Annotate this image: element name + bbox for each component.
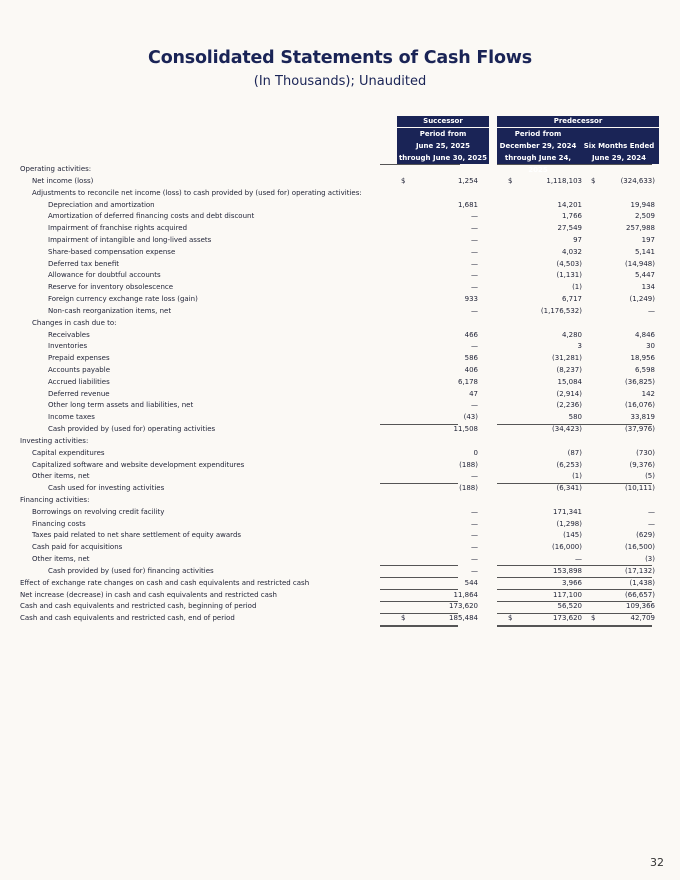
row-value: — <box>471 306 478 315</box>
row-value: (2,236) <box>556 401 582 410</box>
table-row <box>20 235 660 247</box>
row-value: 0 <box>473 448 478 457</box>
row-value: 33,819 <box>630 413 655 422</box>
table-row <box>20 400 660 412</box>
table-row <box>20 566 660 578</box>
header-successor: Successor <box>397 116 489 127</box>
table-row <box>20 578 660 590</box>
row-value: 56,520 <box>557 602 582 611</box>
row-label: Allowance for doubtful accounts <box>48 271 161 280</box>
row-value: (629) <box>636 531 655 540</box>
row-value: 153,898 <box>553 566 582 575</box>
row-value: 406 <box>464 365 478 374</box>
row-label: Non-cash reorganization items, net <box>48 306 172 315</box>
table-row <box>20 495 660 507</box>
row-label: Capital expenditures <box>32 448 105 457</box>
total-rule <box>570 625 652 627</box>
header-col2-line: through June 24, 2025 <box>504 154 572 174</box>
row-value: — <box>648 507 655 516</box>
row-value: 466 <box>464 330 478 339</box>
row-value: (16,076) <box>625 401 655 410</box>
row-value: 4,032 <box>561 247 582 256</box>
row-value: (1,298) <box>556 519 582 528</box>
currency-symbol: $ <box>591 176 596 185</box>
currency-symbol: $ <box>401 176 406 185</box>
table-row <box>20 519 660 531</box>
row-label: Foreign currency exchange rate loss (gain) <box>48 295 198 303</box>
currency-symbol: $ <box>401 614 406 623</box>
table-row <box>20 259 660 271</box>
table-row <box>20 389 660 401</box>
header-col3 <box>579 128 659 164</box>
table-row <box>20 471 660 483</box>
row-value: (16,500) <box>625 543 655 552</box>
row-label: Cash paid for acquisitions <box>32 543 123 552</box>
row-label: Deferred tax benefit <box>48 259 119 268</box>
row-value: 1,254 <box>457 176 478 185</box>
row-label: Other items, net <box>32 472 90 481</box>
page-subtitle: (In Thousands); Unaudited <box>253 74 427 89</box>
row-label: Financing costs <box>32 519 86 528</box>
table-row <box>20 530 660 542</box>
total-rule <box>497 625 577 627</box>
row-label: Cash and cash equivalents and restricted cash, end of period <box>20 614 235 623</box>
table-row <box>20 601 660 613</box>
row-value: — <box>471 271 478 280</box>
row-value: — <box>471 283 478 292</box>
row-value: 3,966 <box>561 578 582 587</box>
row-value: — <box>471 472 478 481</box>
row-label: Depreciation and amortization <box>48 200 155 209</box>
row-value: 19,948 <box>630 200 655 209</box>
row-value: 6,178 <box>457 377 478 386</box>
row-value: 117,100 <box>553 590 582 599</box>
table-row <box>20 270 660 282</box>
row-value: (1) <box>572 472 582 481</box>
row-value: (4,503) <box>556 259 582 268</box>
row-value: 5,141 <box>634 247 655 256</box>
row-value: — <box>648 306 655 315</box>
row-label: Impairment of franchise rights acquired <box>48 224 188 233</box>
row-value: — <box>648 519 655 528</box>
row-value: — <box>471 507 478 516</box>
table-row <box>20 483 660 495</box>
table-row <box>20 590 660 602</box>
table-row <box>20 247 660 259</box>
table-row <box>20 554 660 566</box>
row-label: Reserve for inventory obsolescence <box>48 283 174 292</box>
row-value: — <box>471 235 478 244</box>
table-row <box>20 211 660 223</box>
row-value: (8,237) <box>556 365 582 374</box>
row-value: — <box>471 555 478 564</box>
table-row <box>20 460 660 472</box>
row-value: 18,956 <box>630 354 655 363</box>
table-row <box>20 436 660 448</box>
table-row <box>20 330 660 342</box>
row-value: 1,681 <box>457 200 478 209</box>
row-value: 586 <box>464 354 478 363</box>
row-value: (6,253) <box>556 460 582 469</box>
page-title: Consolidated Statements of Cash Flows <box>148 48 532 68</box>
header-predecessor: Predecessor <box>497 116 659 127</box>
row-value: (17,132) <box>625 566 655 575</box>
row-value: — <box>471 401 478 410</box>
row-value: (34,423) <box>552 425 582 433</box>
row-label: Operating activities: <box>20 165 92 173</box>
row-value: — <box>471 566 478 575</box>
row-value: 257,988 <box>626 224 655 233</box>
row-value: (188) <box>459 460 478 469</box>
row-label: Other long term assets and liabilities, net <box>48 401 194 410</box>
row-value: (37,976) <box>625 425 655 433</box>
row-label: Cash provided by (used for) operating activities <box>48 425 216 433</box>
row-value: 109,366 <box>626 602 655 611</box>
row-value: 97 <box>573 235 582 244</box>
table-row <box>20 613 660 625</box>
row-label: Share-based compensation expense <box>48 247 176 256</box>
row-value: — <box>575 555 582 564</box>
row-label: Effect of exchange rate changes on cash and cash equivalents and restricted cash <box>20 578 310 587</box>
row-value: 42,709 <box>630 614 655 623</box>
row-value: — <box>471 259 478 268</box>
row-value: (16,000) <box>552 543 582 552</box>
row-value: (31,281) <box>552 354 582 363</box>
table-row <box>20 318 660 330</box>
row-value: (188) <box>459 484 478 493</box>
table-row <box>20 377 660 389</box>
currency-symbol: $ <box>508 614 513 623</box>
row-value: (3) <box>645 555 655 564</box>
header-col1-line: June 25, 2025 <box>415 142 471 150</box>
row-value: 5,447 <box>634 271 655 280</box>
currency-symbol: $ <box>591 614 596 623</box>
row-value: (1) <box>572 283 582 292</box>
row-label: Accrued liabilities <box>48 377 110 386</box>
row-value: 14,201 <box>557 200 582 209</box>
row-value: (324,633) <box>620 176 655 185</box>
row-value: — <box>471 531 478 540</box>
row-value: 30 <box>646 342 655 351</box>
row-value: 15,084 <box>557 377 582 386</box>
header-col2-line: December 29, 2024 <box>499 142 577 150</box>
row-value: 1,766 <box>561 212 582 221</box>
row-value: 6,598 <box>634 365 655 374</box>
header-rule <box>570 164 652 165</box>
row-value: 171,341 <box>553 507 582 516</box>
row-label: Investing activities: <box>20 436 89 445</box>
row-label: Amortization of deferred financing costs and debt discount <box>48 212 255 221</box>
row-label: Receivables <box>48 330 90 339</box>
row-value: (145) <box>563 531 582 540</box>
row-value: (87) <box>567 448 582 457</box>
row-label: Cash and cash equivalents and restricted cash, beginning of period <box>20 602 257 611</box>
header-col1 <box>397 128 489 164</box>
row-value: (10,111) <box>625 484 655 493</box>
header-col3-line: Six Months Ended <box>583 142 655 150</box>
row-value: — <box>471 212 478 221</box>
table-row <box>20 424 660 436</box>
row-value: (43) <box>463 413 478 422</box>
header-col1-line: Period from <box>419 130 467 138</box>
row-value: 3 <box>577 342 582 351</box>
table-row <box>20 542 660 554</box>
table-row <box>20 223 660 235</box>
table-row <box>20 294 660 306</box>
row-value: (5) <box>645 472 655 481</box>
row-value: 2,509 <box>634 212 655 221</box>
currency-symbol: $ <box>508 176 513 185</box>
row-value: (66,657) <box>625 590 655 599</box>
row-label: Financing activities: <box>20 496 90 504</box>
header-rule <box>497 164 577 165</box>
table-row <box>20 341 660 353</box>
row-label: Prepaid expenses <box>48 354 110 363</box>
row-value: — <box>471 247 478 256</box>
header-col2 <box>497 128 579 174</box>
row-value: — <box>471 224 478 233</box>
row-label: Impairment of intangible and long-lived assets <box>48 235 212 244</box>
row-value: 580 <box>568 413 582 422</box>
row-label: Income taxes <box>48 413 95 422</box>
header-rule <box>380 164 460 165</box>
row-label: Capitalized software and website development expenditures <box>32 460 245 469</box>
table-row <box>20 353 660 365</box>
table-row <box>20 188 660 200</box>
table-row <box>20 200 660 212</box>
row-label: Borrowings on revolving credit facility <box>32 507 165 516</box>
row-label: Deferred revenue <box>48 389 110 398</box>
row-value: (730) <box>636 448 655 457</box>
row-value: (14,948) <box>625 259 655 268</box>
row-label: Net income (loss) <box>32 176 94 185</box>
row-value: 142 <box>641 389 655 398</box>
table-row <box>20 176 660 188</box>
row-label: Accounts payable <box>48 365 110 374</box>
row-value: 134 <box>641 283 655 292</box>
table-row <box>20 507 660 519</box>
row-label: Inventories <box>48 342 88 351</box>
header-col3-line: June 29, 2024 <box>591 154 647 162</box>
row-value: (36,825) <box>625 377 655 386</box>
table-row <box>20 365 660 377</box>
row-value: — <box>471 519 478 528</box>
header-col1-line: through June 30, 2025 <box>398 154 488 162</box>
row-value: 11,508 <box>453 425 478 433</box>
page-number: 32 <box>650 856 664 869</box>
row-label: Changes in cash due to: <box>32 318 117 327</box>
row-label: Net increase (decrease) in cash and cash equivalents and restricted cash <box>20 590 277 599</box>
row-value: 933 <box>464 295 478 303</box>
row-value: 173,620 <box>449 602 478 611</box>
table-row <box>20 448 660 460</box>
table-row <box>20 412 660 424</box>
table-row <box>20 282 660 294</box>
row-value: (2,914) <box>556 389 582 398</box>
row-value: (1,438) <box>629 578 655 587</box>
row-value: 4,280 <box>561 330 582 339</box>
row-value: (1,176,532) <box>540 306 582 315</box>
row-label: Adjustments to reconcile net income (loss) to cash provided by (used for) operating activities: <box>32 188 362 197</box>
table-row <box>20 164 660 176</box>
row-value: (1,249) <box>629 295 655 303</box>
row-label: Cash used for investing activities <box>48 484 165 493</box>
row-value: 173,620 <box>553 614 582 623</box>
row-label: Taxes paid related to net share settlement of equity awards <box>32 531 242 540</box>
row-value: (1,131) <box>556 271 582 280</box>
row-label: Other items, net <box>32 555 90 564</box>
row-value: — <box>471 543 478 552</box>
row-label: Cash provided by (used for) financing activities <box>48 566 214 575</box>
row-value: (6,341) <box>556 484 582 493</box>
row-value: 4,846 <box>634 330 655 339</box>
row-value: 11,864 <box>453 590 478 599</box>
row-value: 47 <box>469 389 478 398</box>
row-value: 27,549 <box>557 224 582 233</box>
row-value: — <box>471 342 478 351</box>
row-value: 1,118,103 <box>546 176 582 185</box>
row-value: 197 <box>641 235 655 244</box>
row-value: 185,484 <box>449 614 478 623</box>
total-rule <box>380 625 458 627</box>
row-value: (9,376) <box>629 460 655 469</box>
table-row <box>20 306 660 318</box>
row-value: 6,717 <box>561 295 582 303</box>
header-col2-line: Period from <box>514 130 562 138</box>
row-value: 544 <box>464 578 478 587</box>
